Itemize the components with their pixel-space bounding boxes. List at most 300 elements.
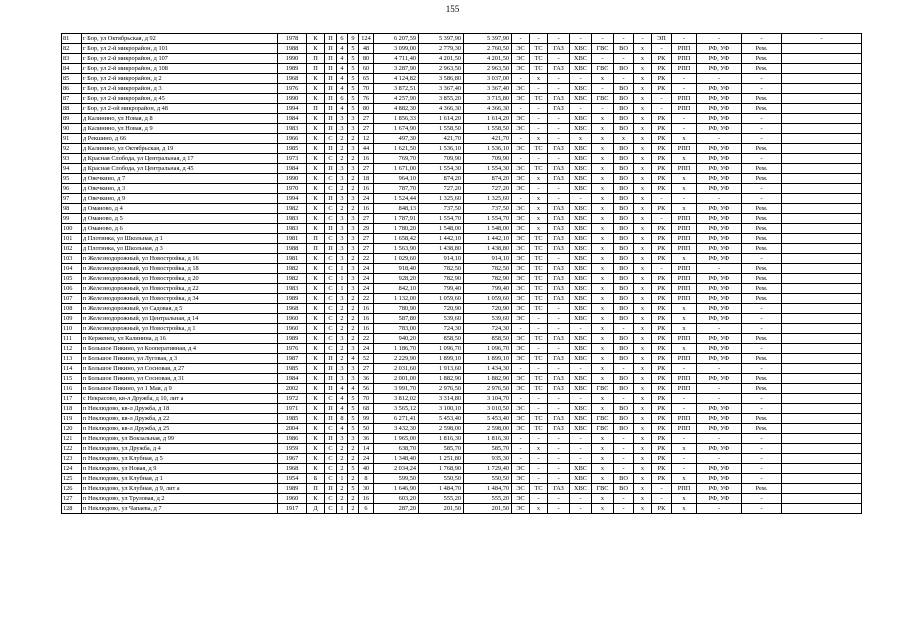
table-cell: 1 348,40 (374, 454, 419, 464)
table-cell: 4 201,50 (419, 54, 464, 64)
table-cell: К (307, 344, 325, 354)
table-cell: 24 (359, 264, 374, 274)
table-row (62, 174, 862, 184)
table-cell: ВО (614, 384, 634, 394)
table-cell: х (634, 74, 652, 84)
table-cell: 5 (348, 464, 359, 474)
table-cell: - (530, 464, 548, 474)
table-cell: ВО (614, 424, 634, 434)
table-cell: - (742, 114, 782, 124)
table-cell: 104 (62, 264, 82, 274)
table-cell: 2 (337, 494, 348, 504)
table-row (62, 54, 862, 64)
table-cell: РК (652, 424, 672, 434)
table-row (62, 454, 862, 464)
table-cell: 1976 (278, 84, 307, 94)
page-number: 155 (445, 4, 460, 14)
table-cell (782, 54, 862, 64)
table-cell: ТС (530, 264, 548, 274)
table-cell: ВО (614, 344, 634, 354)
table-cell: 88 (62, 104, 82, 114)
table-cell: ВО (614, 44, 634, 54)
table-cell: К (307, 114, 325, 124)
table-cell: 99 (62, 214, 82, 224)
table-cell: 4 (337, 54, 348, 64)
table-cell: 94 (62, 164, 82, 174)
table-cell: - (530, 34, 548, 44)
table-row (62, 234, 862, 244)
table-cell: РК (652, 144, 672, 154)
table-cell: ХВС (570, 174, 592, 184)
table-cell: ХВС (570, 264, 592, 274)
table-cell: ГАЗ (548, 44, 570, 54)
table-cell: 3 037,00 (464, 74, 512, 84)
table-cell: - (548, 344, 570, 354)
table-cell: - (614, 394, 634, 404)
table-cell: ЭС (512, 274, 530, 284)
table-cell: ТС (530, 274, 548, 284)
table-cell: РПП (672, 334, 697, 344)
table-cell: К (307, 314, 325, 324)
table-cell: х (592, 174, 614, 184)
table-cell: П (307, 234, 325, 244)
table-cell (782, 504, 862, 514)
table-cell: 1983 (278, 224, 307, 234)
table-cell: 1982 (278, 204, 307, 214)
table-cell: 1 913,60 (419, 364, 464, 374)
table-cell: РК (652, 54, 672, 64)
table-row (62, 484, 862, 494)
table-cell: ХВС (570, 294, 592, 304)
table-cell: П (307, 244, 325, 254)
table-cell: ГАЗ (548, 244, 570, 254)
table-cell: х (672, 444, 697, 454)
table-cell: 105 (62, 274, 82, 284)
table-cell: 4 (337, 64, 348, 74)
table-cell: 914,10 (464, 254, 512, 264)
table-cell: ГАЗ (548, 374, 570, 384)
table-cell (782, 384, 862, 394)
table-cell: 22 (359, 334, 374, 344)
table-cell: ХВС (570, 54, 592, 64)
table-cell: х (592, 184, 614, 194)
table-cell: ГВС (592, 64, 614, 74)
table-cell: х (592, 214, 614, 224)
table-cell: 3 (348, 144, 359, 154)
table-cell: х (634, 44, 652, 54)
table-cell: РПП (672, 214, 697, 224)
table-cell: х (592, 454, 614, 464)
table-cell: 103 (62, 254, 82, 264)
table-cell: 111 (62, 334, 82, 344)
table-cell: 27 (359, 214, 374, 224)
table-cell: 2 (348, 154, 359, 164)
table-cell: 1 614,20 (419, 114, 464, 124)
table-cell: х (592, 74, 614, 84)
table-cell: 1 554,30 (464, 164, 512, 174)
table-cell: ВО (614, 474, 634, 484)
table-cell: - (672, 194, 697, 204)
table-cell: Рем. (742, 264, 782, 274)
table-cell: ЭС (512, 64, 530, 74)
table-cell: - (530, 184, 548, 194)
table-cell: ЭС (512, 184, 530, 194)
table-cell: х (634, 134, 652, 144)
table-cell: - (592, 34, 614, 44)
table-cell: ГАЗ (548, 294, 570, 304)
table-cell: 782,50 (464, 264, 512, 274)
table-cell: п Большое Пикино, ул Сосновая, д 31 (82, 374, 278, 384)
table-cell: Рем. (742, 334, 782, 344)
table-cell: ХВС (570, 254, 592, 264)
table-cell: х (634, 344, 652, 354)
table-cell: РФ, УФ (697, 204, 742, 214)
table-cell: К (307, 374, 325, 384)
table-cell: 16 (359, 494, 374, 504)
table-cell: - (548, 474, 570, 484)
table-cell: РФ, УФ (697, 414, 742, 424)
table-cell: 99 (359, 414, 374, 424)
table-row (62, 294, 862, 304)
table-cell: 1960 (278, 314, 307, 324)
table-cell: 2 (348, 454, 359, 464)
table-cell: п Железнодорожный, ул Новостройка, д 20 (82, 274, 278, 284)
table-cell: РФ, УФ (697, 424, 742, 434)
table-row (62, 144, 862, 154)
table-cell: ХВС (570, 384, 592, 394)
table-cell: х (530, 214, 548, 224)
table-cell: К (307, 224, 325, 234)
table-cell: х (672, 304, 697, 314)
table-cell: К (307, 304, 325, 314)
table-row (62, 494, 862, 504)
table-cell: С (325, 264, 337, 274)
table-cell: 4 (348, 354, 359, 364)
table-cell: РФ, УФ (697, 94, 742, 104)
table-cell: РПП (672, 384, 697, 394)
table-cell: 16 (359, 204, 374, 214)
table-cell (782, 244, 862, 254)
table-cell: Рем. (742, 44, 782, 54)
table-cell: ЭС (512, 414, 530, 424)
table-cell: 3 (337, 214, 348, 224)
table-cell: - (530, 394, 548, 404)
table-cell: х (634, 174, 652, 184)
table-cell: - (512, 134, 530, 144)
table-cell: - (652, 494, 672, 504)
table-cell: ТС (530, 384, 548, 394)
table-cell: П (325, 434, 337, 444)
table-cell: ХВС (570, 44, 592, 54)
table-cell: х (672, 204, 697, 214)
table-cell: РФ, УФ (697, 274, 742, 284)
table-cell: д Овечкино, д 9 (82, 194, 278, 204)
table-cell: - (614, 434, 634, 444)
table-cell: 2 976,50 (419, 384, 464, 394)
table-cell: РПП (672, 144, 697, 154)
table-cell: 107 (62, 294, 82, 304)
table-cell: ХВС (570, 414, 592, 424)
table-cell: х (634, 154, 652, 164)
table-cell: 4 (337, 404, 348, 414)
table-cell: х (530, 174, 548, 184)
table-cell: ГВС (592, 384, 614, 394)
table-row (62, 44, 862, 54)
table-cell: 108 (62, 304, 82, 314)
table-cell: Б (307, 474, 325, 484)
table-cell: 120 (62, 424, 82, 434)
table-cell: х (592, 194, 614, 204)
table-cell: п Большое Пикино, ул 1 Мая, д 9 (82, 384, 278, 394)
table-cell: - (570, 104, 592, 114)
table-cell: ВО (614, 254, 634, 264)
table-cell: х (672, 324, 697, 334)
table-cell: 2 (337, 304, 348, 314)
table-cell: 1983 (278, 214, 307, 224)
table-cell: х (672, 134, 697, 144)
table-cell: - (548, 124, 570, 134)
table-cell: РК (652, 274, 672, 284)
table-cell: 2 (337, 144, 348, 154)
table-cell: 1978 (278, 34, 307, 44)
table-cell: 3 (337, 374, 348, 384)
table-cell: 1 882,90 (419, 374, 464, 384)
table-cell: - (530, 124, 548, 134)
table-cell: 95 (62, 174, 82, 184)
table-cell: РК (652, 354, 672, 364)
table-cell: х (592, 374, 614, 384)
table-cell: х (530, 74, 548, 84)
table-cell: С (325, 184, 337, 194)
table-cell: - (742, 254, 782, 264)
table-cell: - (614, 34, 634, 44)
table-cell: ГАЗ (548, 94, 570, 104)
table-cell: ЭС (512, 204, 530, 214)
table-cell: - (530, 494, 548, 504)
table-cell: ЭС (512, 344, 530, 354)
table-cell: РК (652, 224, 672, 234)
table-cell: 126 (62, 484, 82, 494)
table-cell: П (325, 374, 337, 384)
table-cell: 125 (62, 474, 82, 484)
table-cell: ВО (614, 194, 634, 204)
table-cell: х (634, 294, 652, 304)
table-cell: 1990 (278, 94, 307, 104)
table-cell (782, 44, 862, 54)
table-cell: 87 (62, 94, 82, 104)
table-cell: 3 (337, 294, 348, 304)
table-cell: К (307, 84, 325, 94)
table-cell: РПП (672, 484, 697, 494)
table-cell: 14 (359, 444, 374, 454)
table-cell: 12 (359, 134, 374, 144)
table-cell: 6 (337, 34, 348, 44)
table-cell: П (325, 404, 337, 414)
table-cell: 1994 (278, 194, 307, 204)
table-cell: - (570, 324, 592, 334)
table-cell: д Плотинка, ул Школьная, д 3 (82, 244, 278, 254)
table-cell: РПП (672, 274, 697, 284)
table-cell: - (742, 474, 782, 484)
table-cell: 123 (62, 454, 82, 464)
table-cell: ЭС (512, 294, 530, 304)
table-cell: х (592, 284, 614, 294)
table-cell: ЭП (652, 34, 672, 44)
table-cell: ХВС (570, 204, 592, 214)
table-cell (782, 424, 862, 434)
table-cell: С (325, 154, 337, 164)
table-cell (782, 484, 862, 494)
table-cell: х (672, 314, 697, 324)
table-cell: РПП (672, 414, 697, 424)
table-cell: Рем. (742, 224, 782, 234)
table-cell: ХВС (570, 144, 592, 154)
table-cell: 1 536,10 (419, 144, 464, 154)
table-cell: 3 099,00 (374, 44, 419, 54)
table-cell: П (325, 104, 337, 114)
table-cell: 118 (62, 404, 82, 414)
table-cell: 799,40 (464, 284, 512, 294)
table-cell: х (634, 274, 652, 284)
table-cell: - (548, 114, 570, 124)
table-cell: - (530, 154, 548, 164)
table-cell: - (742, 84, 782, 94)
table-cell: К (307, 294, 325, 304)
table-cell: С (325, 504, 337, 514)
table-cell: 964,10 (374, 174, 419, 184)
table-cell: С (325, 174, 337, 184)
table-cell: ХВС (570, 224, 592, 234)
table-cell: 1973 (278, 154, 307, 164)
table-cell: - (697, 504, 742, 514)
table-cell: 1 325,60 (419, 194, 464, 204)
table-cell: РК (652, 434, 672, 444)
table-cell: 3 (337, 434, 348, 444)
table-cell (782, 254, 862, 264)
table-cell: - (530, 314, 548, 324)
table-row (62, 214, 862, 224)
table-cell: ХВС (570, 64, 592, 74)
table-cell: 127 (62, 494, 82, 504)
table-cell: 727,20 (419, 184, 464, 194)
table-cell: - (548, 454, 570, 464)
table-cell: 24 (359, 194, 374, 204)
table-cell: К (307, 164, 325, 174)
table-cell: 1 768,90 (419, 464, 464, 474)
table-cell (782, 144, 862, 154)
table-cell: РФ, УФ (697, 334, 742, 344)
table-cell: 874,20 (419, 174, 464, 184)
table-row (62, 474, 862, 484)
table-cell: 201,50 (464, 504, 512, 514)
table-cell (782, 304, 862, 314)
table-cell: 3 104,70 (464, 394, 512, 404)
table-cell: РПП (672, 284, 697, 294)
table-cell: РК (652, 364, 672, 374)
table-cell: РК (652, 304, 672, 314)
table-cell: К (307, 144, 325, 154)
table-cell: П (325, 74, 337, 84)
table-cell: П (325, 244, 337, 254)
table-cell: 89 (62, 114, 82, 124)
table-cell: ТС (530, 94, 548, 104)
table-cell: - (742, 124, 782, 134)
table-cell: С (325, 214, 337, 224)
table-cell: ТС (530, 484, 548, 494)
table-row (62, 114, 862, 124)
table-cell: 724,30 (419, 324, 464, 334)
table-cell: К (307, 404, 325, 414)
table-cell: К (307, 94, 325, 104)
table-cell: ТС (530, 304, 548, 314)
table-cell: ЭС (512, 424, 530, 434)
table-cell: п Неклюдово, ул Клубная, д 9, лит а (82, 484, 278, 494)
table-cell: 100 (62, 224, 82, 234)
table-cell: - (672, 404, 697, 414)
table-cell: 60 (359, 64, 374, 74)
table-cell: 1983 (278, 284, 307, 294)
table-cell: 1984 (278, 374, 307, 384)
table-cell: х (592, 334, 614, 344)
table-cell: ТС (530, 44, 548, 54)
table-cell: - (697, 364, 742, 374)
table-cell: 4 (337, 104, 348, 114)
table-cell: 52 (359, 354, 374, 364)
table-cell: х (634, 434, 652, 444)
table-cell: ЭС (512, 474, 530, 484)
table-cell: 3 (348, 234, 359, 244)
table-cell: РФ, УФ (697, 64, 742, 74)
table-cell: - (672, 124, 697, 134)
table-cell: 1 614,20 (464, 114, 512, 124)
table-cell: д Плотинка, ул Школьная, д 1 (82, 234, 278, 244)
table-row (62, 424, 862, 434)
table-cell: - (570, 494, 592, 504)
table-cell: РПП (672, 164, 697, 174)
table-cell: п Неклюдово, ул Чапаева, д 7 (82, 504, 278, 514)
table-cell: 97 (62, 194, 82, 204)
table-cell: 1976 (278, 344, 307, 354)
table-cell: ХВС (570, 164, 592, 174)
table-cell: РФ, УФ (697, 444, 742, 454)
table-cell: П (325, 114, 337, 124)
table-cell: - (512, 434, 530, 444)
table-cell: ХВС (570, 124, 592, 134)
table-cell: 1 554,70 (464, 214, 512, 224)
table-cell: 9 (348, 34, 359, 44)
table-cell: 1 096,70 (464, 344, 512, 354)
table-cell: х (530, 444, 548, 454)
table-cell (782, 444, 862, 454)
table-cell: 1 251,80 (419, 454, 464, 464)
register-table-wrapper (61, 33, 841, 514)
table-cell: РФ, УФ (697, 354, 742, 364)
table-cell: П (325, 384, 337, 394)
table-cell: - (530, 84, 548, 94)
table-cell: - (570, 444, 592, 454)
table-cell: х (634, 314, 652, 324)
table-cell: 124 (359, 34, 374, 44)
table-cell: п Большое Пикино, ул Кооперативная, д 4 (82, 344, 278, 354)
table-cell: РФ, УФ (697, 54, 742, 64)
table-cell: 56 (359, 384, 374, 394)
table-cell: - (530, 364, 548, 374)
table-cell: РК (652, 74, 672, 84)
table-cell: 858,50 (464, 334, 512, 344)
table-cell: ХВС (570, 274, 592, 284)
table-cell (782, 184, 862, 194)
table-cell: ГВС (592, 424, 614, 434)
